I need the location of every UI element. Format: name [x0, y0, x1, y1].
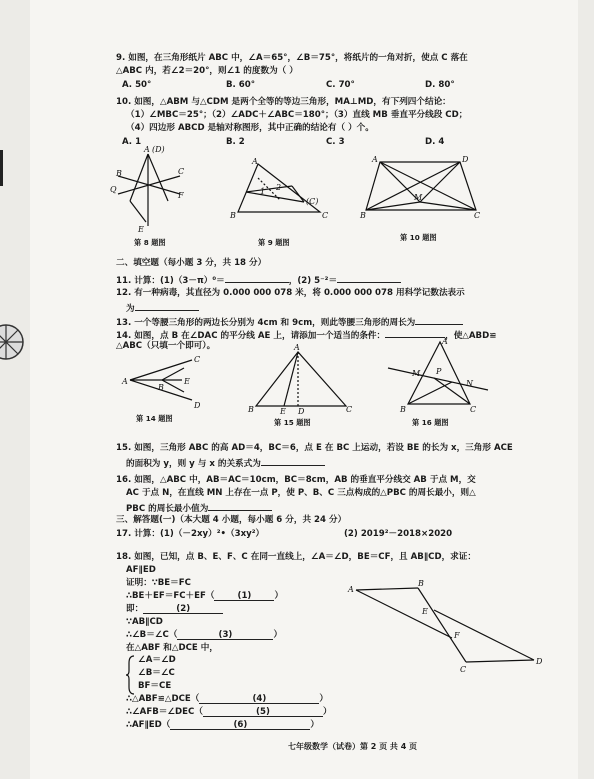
q18-proof-s2: ∴BE＋EF＝FC＋EF（ (1) ） [126, 591, 284, 601]
punch-hole-decoration [0, 322, 26, 362]
q18-blank-6-number: (6) [233, 720, 248, 730]
figure-8 [110, 146, 190, 236]
exam-page [30, 0, 578, 779]
q16-line2: AC 于点 N，在直线 MN 上存在一点 P，使 P、B、C 三点构成的△PBC 的周长最小，则△ [126, 488, 476, 498]
q18-s12-text: ∴AF∥ED（ [126, 720, 171, 730]
q11-part1: 11. 计算：(1)（3－π）⁰＝ [116, 276, 225, 286]
q18-line2: AF∥ED [126, 565, 156, 575]
q18-proof-s12: ∴AF∥ED（ (6) ） [126, 720, 320, 730]
fig18-label-f: F [454, 631, 460, 640]
q9-option-c: C. 70° [326, 80, 355, 90]
q15-line1: 15. 如图，三角形 ABC 的高 AD＝4，BC＝6，点 E 在 BC 上运动，若设 BE 的长为 x，三角形 ACE [116, 443, 513, 453]
fig16-label-c: C [470, 405, 477, 414]
q18-proof-s1: 证明：∵BE＝FC [126, 578, 191, 588]
fig15-label-a: A [294, 343, 300, 352]
fig8-label-f: F [178, 191, 184, 200]
q9-line2: △ABC 内，若∠2＝20°，则∠1 的度数为（ ） [116, 66, 298, 76]
q11-answer-blank-1[interactable] [225, 273, 289, 283]
q18-brace [126, 655, 136, 695]
q13-text: 13. 一个等腰三角形的两边长分别为 4cm 和 9cm，则此等腰三角形的周长为 [116, 318, 416, 328]
section-3-heading: 三、解答题(一)（本大题 4 小题，每小题 6 分，共 24 分） [116, 515, 347, 525]
q15-answer-blank[interactable] [261, 456, 325, 466]
caption-fig9: 第 9 题图 [258, 238, 290, 247]
fig8-label-q: Q [110, 185, 117, 194]
q18-proof-s9: BF＝CE [138, 681, 172, 691]
q9-option-d: D. 80° [425, 80, 455, 90]
q16-answer-blank[interactable] [208, 501, 272, 511]
q18-blank-6[interactable] [170, 720, 310, 730]
fig16-label-b: B [400, 405, 406, 414]
caption-fig15: 第 15 题图 [274, 418, 311, 427]
q18-blank-1-number: (1) [237, 591, 252, 601]
q14-text-tail: ，使△ABD≌ [445, 331, 497, 341]
q10-line2: （1）∠MBC＝25°；（2）∠ADC＋∠ABC＝180°；（3）直线 MB 垂直平分线段 CD； [126, 110, 468, 120]
q18-s5-text: ∴∠B＝∠C（ [126, 630, 178, 640]
q18-blank-3[interactable] [177, 630, 273, 640]
q18-proof-s10: ∴△ABF≌△DCE（ (4) ） [126, 694, 328, 704]
fig9-label-1: 1 [260, 187, 266, 196]
q15-line2 [126, 456, 325, 470]
caption-fig16: 第 16 题图 [412, 418, 449, 427]
q14-text: 14. 如图，点 B 在∠DAC 的平分线 AE 上，请添加一个适当的条件： [116, 331, 386, 341]
q11-part2: ，(2) 5⁻²＝ [288, 276, 338, 286]
caption-fig14: 第 14 题图 [136, 414, 173, 423]
q18-proof-s3 [126, 604, 223, 615]
figure-14 [122, 354, 202, 412]
page-edge-mark [0, 150, 3, 186]
figure-18 [346, 579, 546, 674]
figure-9 [230, 157, 340, 222]
fig18-label-e: E [422, 607, 428, 616]
q10-option-a: A. 1 [122, 137, 142, 147]
fig14-label-c: C [194, 355, 201, 364]
page-footer: 七年级数学（试卷）第 2 页 共 4 页 [288, 742, 418, 751]
q12-answer-blank[interactable] [135, 301, 199, 311]
q14-answer-blank[interactable] [385, 328, 445, 338]
fig10-label-m: M [414, 193, 423, 202]
fig18-label-c: C [460, 665, 467, 674]
q10-line3: （4）四边形 ABCD 是轴对称图形，其中正确的结论有（ ）个。 [126, 123, 374, 133]
q10-line1: 10. 如图，△ABM 与△CDM 是两个全等的等边三角形，MA⊥MD，有下列四个结论： [116, 97, 451, 107]
fig16-label-p: P [436, 367, 442, 376]
q18-proof-s5: ∴∠B＝∠C（ (3) ） [126, 630, 283, 640]
fig15-label-d: D [298, 407, 305, 416]
fig18-label-a: A [348, 585, 354, 594]
q18-blank-2-number: (2) [176, 604, 191, 614]
q18-blank-3-number: (3) [218, 630, 233, 640]
figure-15 [246, 343, 356, 416]
q18-line1: 18. 如图，已知，点 B、E、F、C 在同一直线上，∠A＝∠D，BE＝CF，且 AB∥CD，求证： [116, 552, 476, 562]
q13-answer-blank[interactable] [415, 315, 463, 325]
q18-s10-text: ∴△ABF≌△DCE（ [126, 694, 200, 704]
q18-proof-s4: ∵AB∥CD [126, 617, 163, 627]
fig8-label-c: C [178, 167, 185, 176]
fig10-label-a: A [372, 155, 378, 164]
fig10-label-d: D [462, 155, 469, 164]
q18-proof-s6: 在△ABF 和△DCE 中， [126, 643, 218, 653]
q18-s11-text: ∴∠AFB＝∠DEC（ [126, 707, 203, 717]
q16-text: PBC 的周长最小值为 [126, 504, 209, 514]
q9-option-a: A. 50° [122, 80, 152, 90]
fig15-label-c: C [346, 405, 353, 414]
fig16-label-m: M [412, 369, 421, 378]
fig15-label-b: B [248, 405, 254, 414]
fig9-label-a: A [252, 157, 258, 166]
q18-blank-5[interactable] [203, 707, 323, 717]
q11 [116, 273, 401, 287]
q9-option-b: B. 60° [226, 80, 256, 90]
q18-blank-1[interactable] [214, 591, 274, 601]
q12-line2 [126, 301, 199, 315]
fig16-label-a: A [442, 337, 448, 346]
q18-s2-text: ∴BE＋EF＝FC＋EF（ [126, 591, 215, 601]
fig8-label-e: E [138, 225, 144, 234]
q10-option-d: D. 4 [425, 137, 445, 147]
q12-line1: 12. 有一种病毒，其直径为 0.000 000 078 米，将 0.000 000 078 用科学记数法表示 [116, 288, 465, 298]
q10-option-b: B. 2 [226, 137, 245, 147]
q16-line3 [126, 501, 272, 515]
fig9-label-c: C [322, 211, 329, 220]
fig15-label-e: E [280, 407, 286, 416]
q17-part1: 17. 计算：(1)（－2xy）²•（3xy²） [116, 529, 265, 539]
fig8-label-a: A [144, 145, 150, 154]
q18-proof-s11: ∴∠AFB＝∠DEC（ (5) ） [126, 707, 332, 717]
q18-proof-s8: ∠B＝∠C [138, 668, 175, 678]
fig8-label-d: (D) [152, 145, 165, 154]
fig14-label-a: A [122, 377, 128, 386]
fig14-label-e: E [184, 377, 190, 386]
caption-fig10: 第 10 题图 [400, 233, 437, 242]
fig8-label-b: B [116, 169, 122, 178]
fig16-label-n: N [466, 379, 473, 388]
fig18-label-d: D [536, 657, 543, 666]
section-2-heading: 二、填空题（每小题 3 分，共 18 分） [116, 258, 267, 268]
fig9-label-c-fold: (C) [306, 197, 319, 206]
q13 [116, 315, 463, 329]
q14-line2: △ABC（只填一个即可）。 [116, 341, 216, 351]
fig10-label-c: C [474, 211, 481, 220]
q18-proof-s7: ∠A＝∠D [138, 655, 176, 665]
fig10-label-b: B [360, 211, 366, 220]
q18-blank-4-number: (4) [252, 694, 267, 704]
fig9-label-b: B [230, 211, 236, 220]
fig14-label-d: D [194, 401, 201, 410]
q18-s3-text: 即： [126, 604, 144, 614]
q16-line1: 16. 如图，△ABC 中，AB＝AC＝10cm，BC＝8cm，AB 的垂直平分线交 AB 于点 M，交 [116, 475, 476, 485]
fig14-label-b: B [158, 383, 164, 392]
q10-option-c: C. 3 [326, 137, 345, 147]
q9-line1: 9. 如图，在三角形纸片 ABC 中，∠A＝65°，∠B＝75°，将纸片的一角对折，使点 C 落在 [116, 53, 468, 63]
q18-blank-4[interactable] [199, 694, 319, 704]
q18-blank-5-number: (5) [256, 707, 270, 717]
fig18-label-b: B [418, 579, 424, 588]
fig9-label-2: 2 [276, 183, 282, 192]
caption-fig8: 第 8 题图 [134, 238, 166, 247]
figure-16 [382, 337, 492, 414]
q15-text: 的面积为 y，则 y 与 x 的关系式为 [126, 459, 261, 469]
q12-prefix: 为 [126, 304, 135, 314]
figure-10 [360, 155, 481, 220]
q18-blank-2[interactable] [143, 604, 223, 614]
q11-answer-blank-2[interactable] [337, 273, 401, 283]
q17-part2: (2) 2019²－2018×2020 [344, 529, 453, 539]
